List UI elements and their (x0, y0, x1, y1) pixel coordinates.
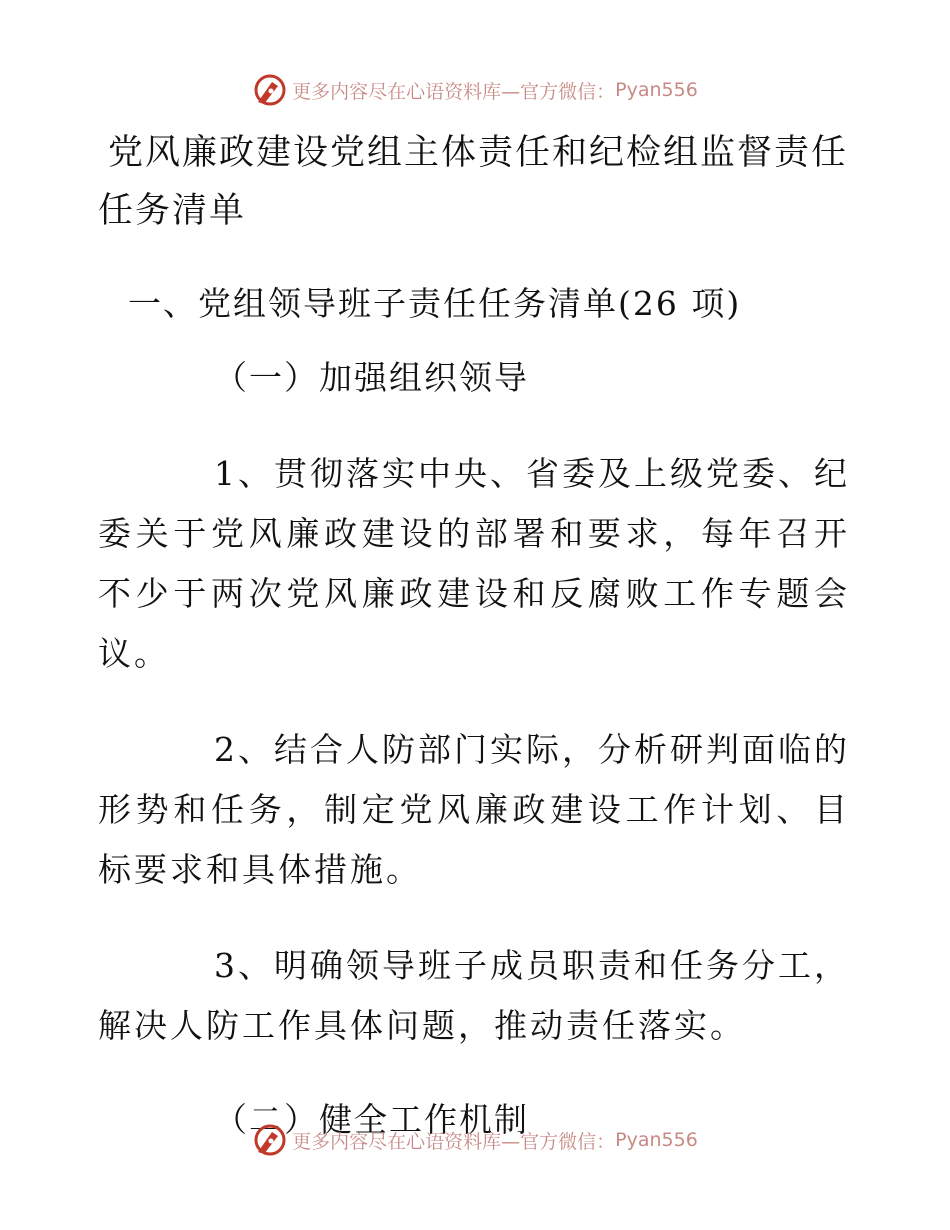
watermark-header (0, 70, 950, 110)
document-title: 党风廉政建设党组主体责任和纪检组监督责任任务清单 (98, 133, 849, 231)
section-heading-1: 一、党组领导班子责任任务清单(26 项) (128, 284, 742, 323)
watermark-text: 更多内容尽在心语资料库—官方微信： (292, 1130, 616, 1153)
watermark-footer (0, 1120, 950, 1160)
watermark-handle: Pyan556 (615, 1129, 698, 1151)
subsection-heading-2: （二）健全工作机制 (214, 1100, 529, 1139)
watermark-handle: Pyan556 (615, 79, 698, 101)
list-item: 1、贯彻落实中央、省委及上级党委、纪委关于党风廉政建设的部署和要求，每年召开不少于两次党风廉政建设和反腐败工作专题会议。 (98, 454, 850, 673)
document-body (98, 124, 850, 1150)
watermark-text: 更多内容尽在心语资料库—官方微信： (292, 80, 616, 103)
pen-nib-circle-icon (252, 1122, 288, 1158)
pen-nib-circle-icon (252, 72, 288, 108)
list-item: 3、明确领导班子成员职责和任务分工，解决人防工作具体问题，推动责任落实。 (98, 946, 850, 1045)
subsection-heading-1: （一）加强组织领导 (214, 358, 529, 397)
list-item: 2、结合人防部门实际，分析研判面临的形势和任务，制定党风廉政建设工作计划、目标要求和具体措施。 (98, 730, 850, 889)
